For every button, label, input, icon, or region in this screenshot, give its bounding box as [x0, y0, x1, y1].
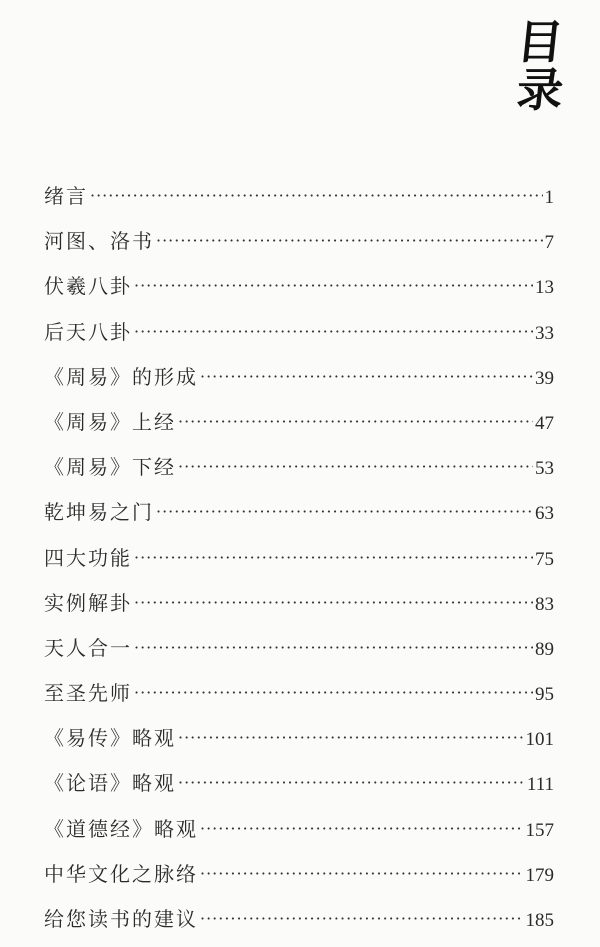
toc-entry[interactable] — [44, 490, 554, 535]
toc-entry-title: 天人合一 — [44, 635, 132, 660]
dot-leader — [178, 715, 524, 760]
toc-entry-page: 95 — [535, 684, 554, 706]
dot-leader — [134, 263, 533, 308]
toc-entry[interactable] — [44, 716, 554, 761]
toc-entry[interactable] — [44, 445, 554, 490]
toc-entry[interactable] — [44, 852, 554, 897]
toc-entry-title: 《易传》略观 — [44, 726, 176, 751]
toc-entry-page: 157 — [525, 819, 554, 841]
title-char-1: 目 — [514, 15, 566, 69]
toc-entry-title: 《周易》下经 — [44, 455, 176, 480]
toc-entry-title: 实例解卦 — [44, 590, 132, 615]
toc-entry[interactable] — [44, 761, 554, 806]
toc-entry-page: 47 — [535, 412, 554, 434]
toc-entry-page: 39 — [535, 367, 554, 389]
toc-entry-page: 89 — [535, 638, 554, 660]
toc-entry-title: 给您读书的建议 — [44, 907, 198, 931]
dot-leader — [134, 625, 533, 670]
dot-leader — [200, 851, 524, 896]
toc-entry-title: 《论语》略观 — [44, 771, 176, 796]
dot-leader — [134, 535, 533, 580]
dot-leader — [90, 173, 543, 218]
toc-entry-title: 河图、洛书 — [44, 229, 154, 254]
toc-entry-page: 75 — [535, 548, 554, 570]
toc-entry[interactable] — [44, 219, 554, 264]
table-of-contents — [44, 174, 554, 942]
toc-entry-title: 后天八卦 — [44, 319, 132, 344]
toc-entry[interactable] — [44, 310, 554, 355]
toc-entry[interactable] — [44, 581, 554, 626]
dot-leader — [178, 399, 533, 444]
toc-entry-page: 13 — [535, 277, 554, 299]
toc-entry[interactable] — [44, 355, 554, 400]
dot-leader — [178, 444, 533, 489]
dot-leader — [200, 354, 533, 399]
toc-entry-title: 中华文化之脉络 — [44, 861, 198, 886]
toc-entry-title: 至圣先师 — [44, 681, 132, 706]
toc-entry[interactable] — [44, 626, 554, 671]
title-char-2: 录 — [514, 63, 566, 117]
dot-leader — [134, 580, 533, 625]
toc-entry-page: 1 — [544, 187, 554, 208]
toc-entry-title: 绪言 — [44, 184, 88, 208]
toc-entry-page: 53 — [535, 458, 554, 480]
toc-entry[interactable] — [44, 264, 554, 309]
toc-entry-page: 111 — [526, 774, 554, 796]
toc-entry[interactable] — [44, 536, 554, 581]
toc-entry[interactable] — [44, 897, 554, 942]
toc-entry[interactable] — [44, 671, 554, 716]
dot-leader — [200, 896, 524, 941]
dot-leader — [156, 218, 543, 263]
toc-entry-title: 四大功能 — [44, 545, 132, 570]
dot-leader — [156, 489, 533, 534]
dot-leader — [134, 309, 533, 354]
dot-leader — [178, 760, 525, 805]
toc-entry[interactable] — [44, 807, 554, 852]
toc-entry-page: 179 — [525, 864, 554, 886]
toc-entry-page: 63 — [535, 503, 554, 525]
toc-entry-page: 83 — [535, 593, 554, 615]
toc-entry[interactable] — [44, 400, 554, 445]
dot-leader — [134, 670, 533, 715]
toc-entry-title: 伏羲八卦 — [44, 274, 132, 299]
toc-entry-page: 101 — [525, 729, 554, 751]
toc-entry[interactable] — [44, 174, 554, 219]
toc-entry-page: 185 — [525, 910, 554, 931]
dot-leader — [200, 806, 524, 851]
toc-entry-title: 《道德经》略观 — [44, 816, 198, 841]
page-title — [510, 15, 570, 117]
toc-entry-page: 33 — [535, 322, 554, 344]
toc-entry-title: 《周易》的形成 — [44, 364, 198, 389]
toc-entry-title: 《周易》上经 — [44, 409, 176, 434]
toc-entry-title: 乾坤易之门 — [44, 500, 154, 525]
toc-entry-page: 7 — [544, 232, 554, 254]
